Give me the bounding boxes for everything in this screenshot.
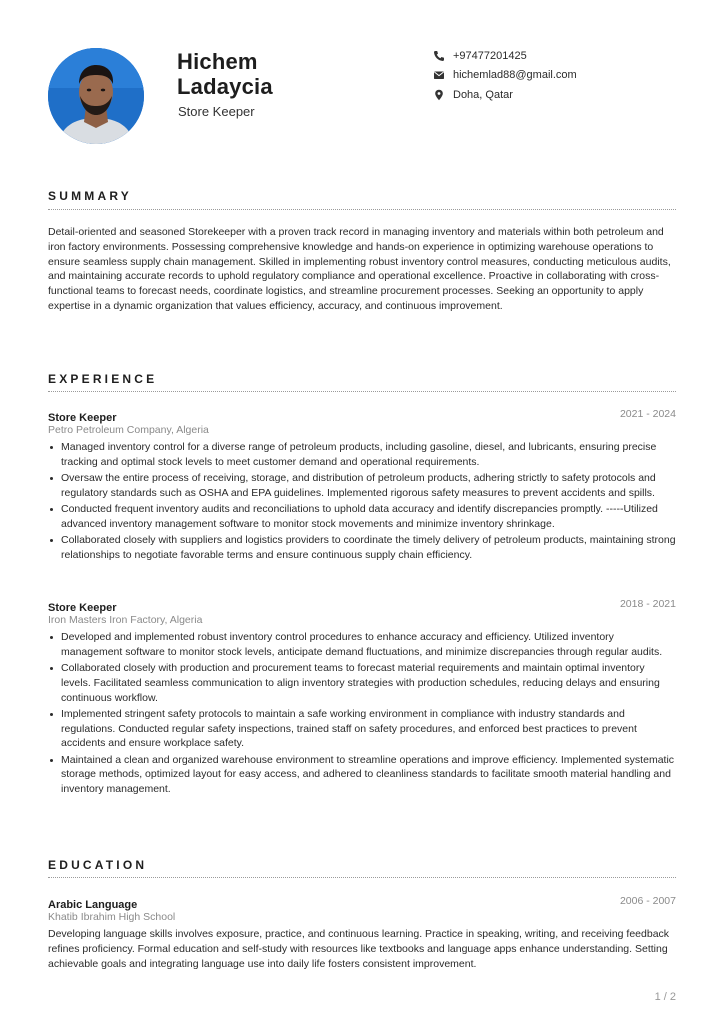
education-dates: 2006 - 2007	[619, 895, 676, 907]
bullet-item: Collaborated closely with suppliers and logistics providers to coordinate the timely delivery of petroleum products, maintaining strong relationships to negotiate favorable terms and ensure continuous supply chain efficiency.	[48, 533, 676, 563]
job-dates: 2018 - 2021	[619, 598, 676, 610]
phone-text: +97477201425	[453, 49, 527, 62]
education-heading: EDUCATION	[48, 858, 148, 872]
job-company: Iron Masters Iron Factory, Algeria	[48, 614, 203, 626]
job-bullets	[48, 440, 676, 563]
location-pin-icon	[433, 89, 445, 101]
job-dates: 2021 - 2024	[619, 408, 676, 420]
email-text: hichemlad88@gmail.com	[453, 69, 577, 82]
experience-divider	[48, 391, 676, 392]
bullet-item: Oversaw the entire process of receiving, storage, and distribution of petroleum products, adhering strictly to safety protocols and regulatory standards such as OSHA and EPA guidelines. Implemented rigorous safety measures to prevent accidents and spills.	[48, 471, 676, 501]
bullet-item: Conducted frequent inventory audits and reconciliations to uphold data accuracy and identify discrepancies promptly. -----Utilized advanced inventory management software to monitor stock movements and minimize inventory shrinkage.	[48, 502, 676, 532]
location-text: Doha, Qatar	[453, 88, 513, 101]
education-entry	[48, 895, 676, 971]
phone-icon	[433, 50, 445, 62]
job-company: Petro Petroleum Company, Algeria	[48, 424, 209, 436]
job-bullets	[48, 630, 676, 797]
summary-text: Detail-oriented and seasoned Storekeeper with a proven track record in managing inventory and materials within both petroleum and iron factory environments. Possessing comprehensive knowledge and hands-on experience in optimizing warehouse operations to ensure seamless supply chain management. Skilled in implementing robust inventory control measures, conducting meticulous audits, and maintaining accurate records to uphold regulatory compliance and operational excellence. Proactive in collaborating with cross-functional teams to forecast needs, coordinate logistics, and streamline procurement processes. Seeking an opportunity to apply expertise in a dynamic organization that values efficiency, accuracy, and continuous improvement.	[48, 226, 671, 312]
profile-photo	[48, 48, 144, 144]
bullet-item: Managed inventory control for a diverse range of petroleum products, including gasoline, diesel, and lubricants, ensuring precise tracking and optimal stock levels to meet customer demand and operational requirements.	[48, 440, 676, 470]
last-name: Ladaycia	[177, 74, 273, 99]
bullet-item: Collaborated closely with production and procurement teams to forecast material requirements and maintain optimal inventory levels. Facilitated seamless communication to align inventory strategies with production schedules, reducing delays and ensuring continuous workflow.	[48, 661, 676, 705]
envelope-icon	[433, 69, 445, 81]
first-name: Hichem	[177, 49, 258, 74]
page-number: 1 / 2	[654, 991, 676, 1003]
job-title: Store Keeper	[178, 104, 255, 119]
bullet-item: Maintained a clean and organized warehouse environment to streamline operations and improve efficiency. Implemented systematic storage methods, optimized layout for easy access, and adhered to cleanliness standards to facilitate smooth material handling and inventory management.	[48, 753, 676, 797]
experience-entry	[48, 598, 676, 798]
profile-photo-illustration	[48, 48, 144, 144]
contact-location	[433, 85, 577, 105]
contact-phone[interactable]	[433, 46, 577, 66]
education-degree: Arabic Language	[48, 899, 138, 911]
bullet-item: Implemented stringent safety protocols to maintain a safe working environment in compliance with industry standards and regulations. Conducted regular safety inspections, trained staff on safety procedures, and enforced best practices to prevent accidents and ensure workplace safety.	[48, 707, 676, 751]
contact-list	[433, 46, 577, 105]
education-divider	[48, 877, 676, 878]
bullet-item: Developed and implemented robust inventory control procedures to enhance accuracy and efficiency. Utilized inventory management software to monitor stock levels, anticipate demand fluctuations, and minimize discrepancies through regular audits.	[48, 630, 676, 660]
experience-entry	[48, 408, 676, 564]
contact-email[interactable]	[433, 66, 577, 86]
summary-heading: SUMMARY	[48, 189, 132, 203]
summary-divider	[48, 209, 676, 210]
experience-heading: EXPERIENCE	[48, 372, 158, 386]
job-role: Store Keeper	[48, 412, 117, 424]
education-school: Khatib Ibrahim High School	[48, 911, 176, 923]
job-role: Store Keeper	[48, 602, 117, 614]
candidate-name	[177, 49, 273, 99]
education-description: Developing language skills involves exposure, practice, and continuous learning. Practice in speaking, writing, and receiving feedback refines proficiency. Formal education and self-study with resources like textbooks and language apps enhance understanding. Setting achievable goals and integrating language use into daily life fosters consistent improvement.	[48, 928, 670, 970]
